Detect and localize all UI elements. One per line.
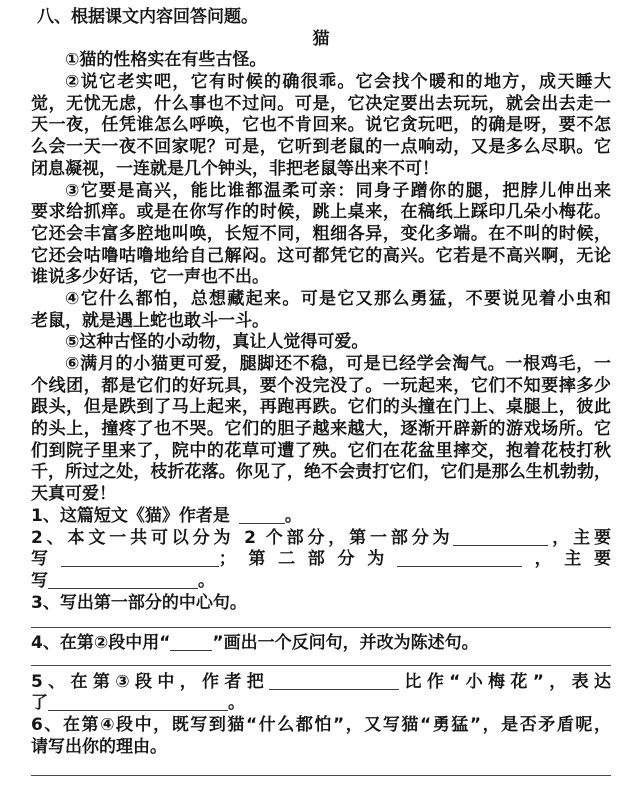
answer-blank: [397, 566, 522, 567]
question-2-period: 。: [198, 570, 215, 591]
passage-line: 谁说多少好话，它一声也不出。: [31, 267, 269, 288]
passage-line: 闭息凝视，一连就是几个钟头，非把老鼠等出来不可！: [31, 158, 439, 179]
question-1: [31, 506, 611, 528]
question-6-line-1: 6、在第④段中，既写到猫“什么都怕”，又写猫“勇猛”，是否矛盾呢，: [31, 715, 611, 735]
divider: [31, 627, 611, 628]
answer-blank: [48, 588, 198, 589]
divider: [31, 665, 611, 666]
question-5-period: 。: [228, 693, 245, 714]
passage-line: 要求给抓痒。或是在你写作的时候，跳上桌来，在稿纸上踩印几朵小梅花。: [31, 202, 611, 223]
question-5-text: 5、在第③段中，作者把: [31, 671, 270, 692]
question-2-text: 2、本文一共可以分为 2 个部分，第一部分为: [31, 527, 454, 548]
passage-line: 个线团，都是它们的好玩具，要个没完没了。一玩起来，它们不知要摔多少: [31, 375, 611, 396]
question-5-line-1: [31, 672, 611, 694]
passage-line: 天真可爱！: [31, 484, 116, 505]
question-1-text: 1、这篇短文《猫》作者是: [31, 505, 230, 526]
question-4-text: ”画出一个反问句，并改为陈述句。: [212, 632, 479, 653]
question-2-text: ；第二部分为: [218, 549, 397, 570]
answer-blank: [48, 710, 228, 711]
passage-line: 它还会丰富多腔地叫唤，长短不同，粗细各异，变化多端。在不叫的时候，: [31, 223, 611, 244]
question-2-text: 写: [31, 549, 61, 570]
passage-line: 的头上，撞疼了也不哭。它们的胆子越来越大，逐渐开辟新的游戏场所。它: [31, 419, 611, 440]
question-5-line-2: [31, 693, 611, 715]
passage-line: ④它什么都怕，总想藏起来。可是它又那么勇猛，不要说见着小虫和: [65, 288, 611, 309]
question-2-line-2: [31, 549, 611, 571]
passage-line: 它还会咕噜咕噜地给自己解闷。这可都凭它的高兴。它若是不高兴啊，无论: [31, 245, 611, 266]
answer-blank: [170, 650, 212, 651]
passage-line: ③它要是高兴，能比谁都温柔可亲：同身子蹭你的腿，把脖儿伸出来: [65, 180, 611, 201]
passage-line: 们到院子里来了，院中的花草可遭了殃。它们在花盆里摔交，抱着花枝打秋: [31, 440, 611, 461]
question-3: 3、写出第一部分的中心句。: [31, 592, 247, 613]
passage-line: ②说它老实吧，它有时候的确很乖。它会找个暖和的地方，成天睡大: [65, 72, 611, 93]
passage-title: 猫: [312, 28, 330, 49]
answer-blank: [453, 545, 548, 546]
question-2-text: ，主要: [521, 549, 612, 570]
question-1-period: 。: [284, 505, 302, 526]
divider: [31, 775, 611, 776]
passage-line: 老鼠，就是遇上蛇也敢斗一斗。: [31, 310, 269, 331]
question-4-text: 4、在第②段中用“: [31, 632, 171, 653]
passage-line: ⑤这种古怪的小动物，真让人觉得可爱。: [65, 332, 369, 353]
question-2-line-1: [31, 528, 611, 550]
answer-blank: [269, 689, 399, 690]
passage-line: 么会一天一夜不回家呢？可是，它听到老鼠的一点响动，又是多么尽职。它: [31, 137, 611, 158]
section-heading: 八、根据课文内容回答问题。: [37, 7, 258, 27]
question-2-text: 写: [31, 570, 48, 591]
passage-line: ①猫的性格实在有些古怪。: [65, 50, 267, 71]
passage-line: 千，所过之处，枝折花落。你见了，绝不会责打它们，它们是那么生机勃勃，: [31, 462, 611, 483]
answer-blank: [239, 523, 285, 524]
passage-line: 觉，无忧无虑，什么事也不过问。可是，它决定要出去玩玩，就会出去走一: [31, 93, 611, 114]
question-5-text: 比作“小梅花”，表达: [399, 671, 611, 692]
passage-line: 天一夜，任凭谁怎么呼唤，它也不肯回来。说它贪玩吧，的确是呀，要不怎: [31, 115, 611, 136]
passage-line: ⑥满月的小猫更可爱，腿脚还不稳，可是已经学会淘气。一根鸡毛，一: [65, 354, 611, 374]
answer-blank: [61, 566, 219, 567]
question-2-text: ，主要: [548, 527, 612, 548]
question-6-line-2: 请写出你的理由。: [31, 736, 167, 757]
passage-line: 跟头，但是跌到了马上起来，再跑再跌。它们的头撞在门上、桌腿上，彼此: [31, 397, 611, 418]
question-5-text: 了: [31, 693, 48, 714]
question-2-line-3: [31, 571, 611, 593]
question-4: [31, 633, 611, 655]
